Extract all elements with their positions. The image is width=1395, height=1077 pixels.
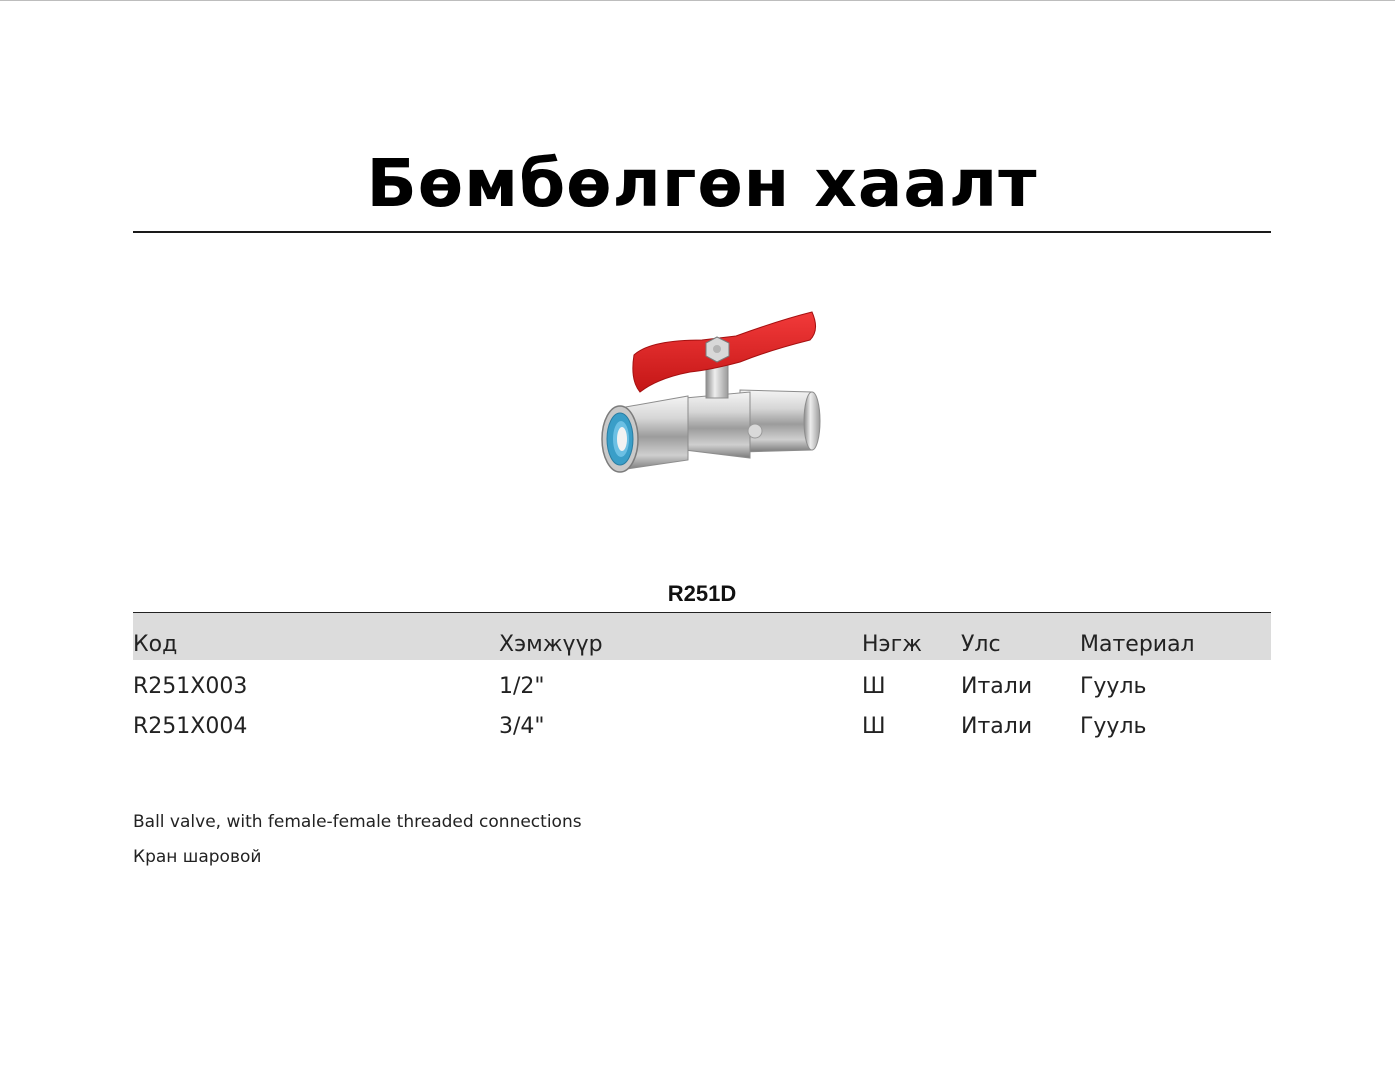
- column-header-country: Улс: [961, 632, 1001, 657]
- column-header-code: Код: [133, 632, 178, 657]
- cell-unit: Ш: [862, 714, 886, 739]
- table-row: [133, 660, 1271, 700]
- description-english: Ball valve, with female-female threaded connections: [133, 812, 582, 832]
- description-russian: Кран шаровой: [133, 847, 262, 867]
- table-row: [133, 700, 1271, 740]
- cell-size: 1/2": [499, 674, 545, 699]
- column-header-unit: Нэгж: [862, 632, 922, 657]
- page-title: Бөмбөлгөн хаалт: [366, 145, 1038, 222]
- cell-size: 3/4": [499, 714, 545, 739]
- column-header-material: Материал: [1080, 632, 1195, 657]
- cell-code: R251X004: [133, 714, 248, 739]
- model-code: R251D: [667, 581, 737, 606]
- column-header-size: Хэмжүүр: [499, 632, 603, 657]
- cell-country: Итали: [961, 674, 1033, 699]
- cell-material: Гууль: [1080, 674, 1147, 699]
- title-divider: [133, 231, 1271, 233]
- cell-material: Гууль: [1080, 714, 1147, 739]
- cell-code: R251X003: [133, 674, 248, 699]
- ball-valve-illustration: [590, 300, 830, 525]
- spec-table: [133, 613, 1271, 740]
- cell-country: Итали: [961, 714, 1033, 739]
- cell-unit: Ш: [862, 674, 886, 699]
- table-header-row: [133, 613, 1271, 660]
- ball-valve-image: [590, 300, 830, 525]
- page-top-border: [0, 0, 1395, 1]
